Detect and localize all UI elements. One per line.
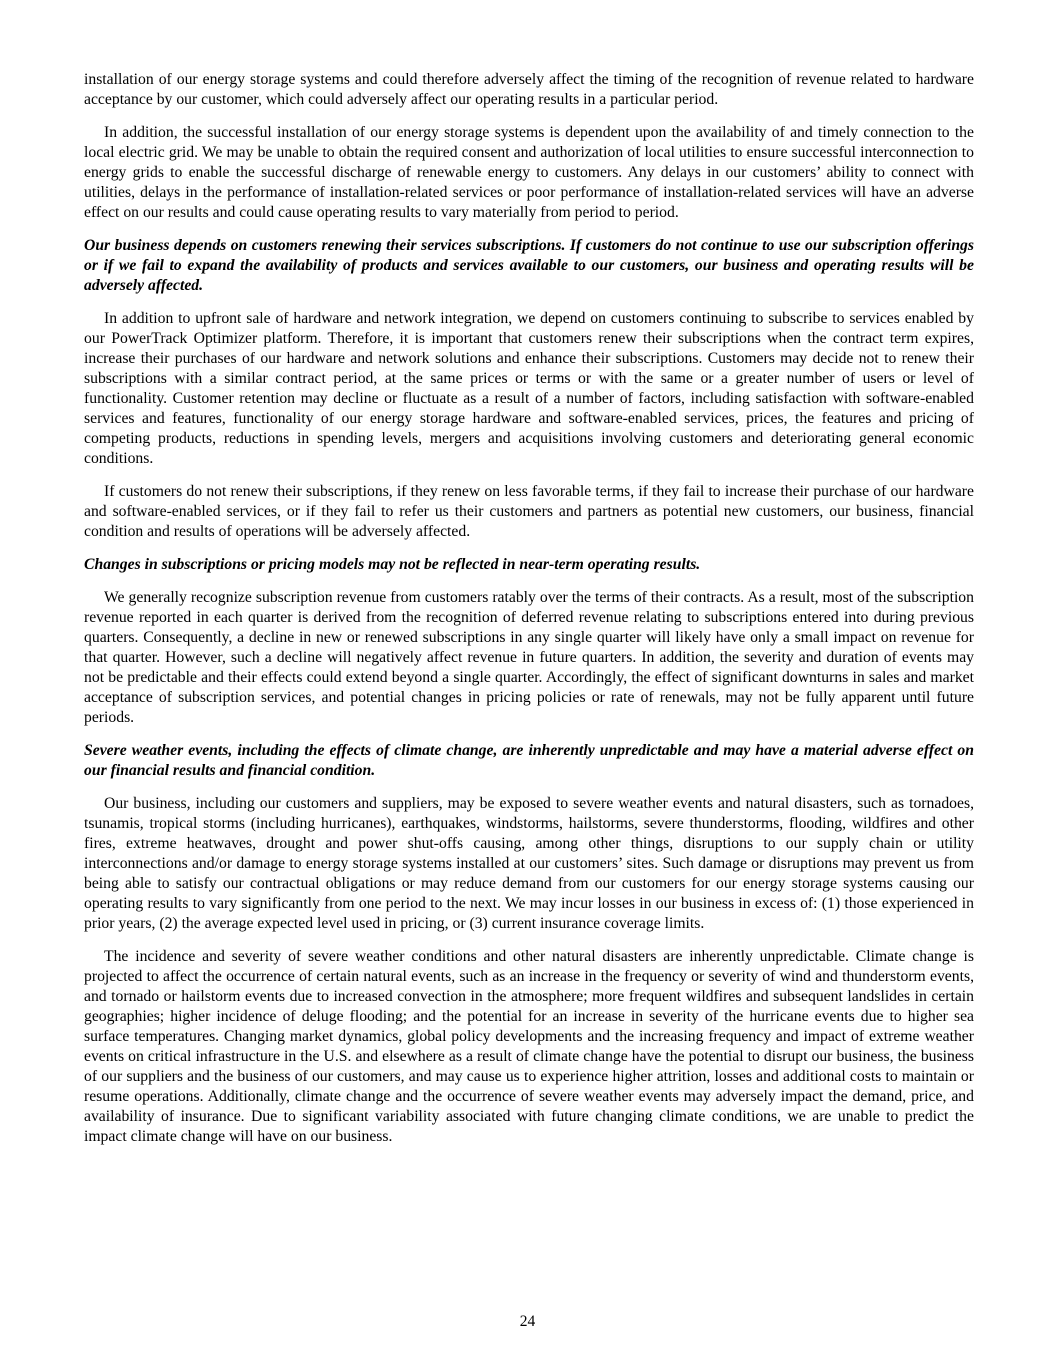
paragraph-weather-exposure: Our business, including our customers and suppliers, may be exposed to severe weather events and natural disasters, such as tornadoes, tsunamis, tropical storms (including hurricanes), earthquakes, windstorms, hailstorms, severe thunderstorms, flooding, wildfires and other fires, extreme heatwaves, drought and power shut-offs causing, among other things, disruptions to our supply chain or utility interconnections and/or damage to energy storage systems installed at our customers’ sites. Such damage or disruptions may prevent us from being able to satisfy our contractual obligations or may reduce demand from our customers for our energy storage systems causing our operating results to vary significantly from one period to the next. We may incur losses in our business in excess of: (1) those experienced in prior years, (2) the average expected level used in pricing, or (3) current insurance coverage limits.: [84, 795, 974, 932]
risk-factor-heading-severe-weather: Severe weather events, including the effects of climate change, are inherently unpredictable and may have a material adverse effect on our financial results and financial condition.: [84, 742, 974, 779]
text-column: [84, 70, 974, 1160]
paragraph-continuation: installation of our energy storage systems and could therefore adversely affect the timing of the recognition of revenue related to hardware acceptance by our customer, which could adversely affect our operating results in a particular period.: [84, 71, 974, 108]
paragraph-installation-grid: In addition, the successful installation of our energy storage systems is dependent upon the availability of and timely connection to the local electric grid. We may be unable to obtain the required consent and authorization of local utilities to ensure successful interconnection to energy grids to enable the successful discharge of renewable energy to customers. Any delays in our customers’ ability to connect with utilities, delays in the performance of installation-related services or poor performance of installation-related services will have an adverse effect on our results and could cause operating results to vary materially from period to period.: [84, 124, 974, 221]
paragraph-subscription-revenue-recognition: We generally recognize subscription revenue from customers ratably over the terms of their contracts. As a result, most of the subscription revenue reported in each quarter is derived from the recognition of deferred revenue relating to subscriptions entered into during previous quarters. Consequently, a decline in new or renewed subscriptions in any single quarter will likely have only a small impact on revenue for that quarter. However, such a decline will negatively affect revenue in future quarters. In addition, the severity and duration of events may not be predictable and their effects could extend beyond a single quarter. Accordingly, the effect of significant downturns in sales and market acceptance of subscription services, and potential changes in pricing policies or rate of renewals, may not be fully apparent until future periods.: [84, 589, 974, 726]
paragraph-climate-change-impact: The incidence and severity of severe weather conditions and other natural disasters are inherently unpredictable. Climate change is projected to affect the occurrence of certain natural events, such as an increase in the frequency or severity of wind and thunderstorm events, and tornado or hailstorm events due to increased convection in the atmosphere; more frequent wildfires and subsequent landslides in certain geographies; higher incidence of deluge flooding; and the potential for an increase in severity of the hurricane events due to higher sea surface temperatures. Changing market dynamics, global policy developments and the increasing frequency and impact of extreme weather events on critical infrastructure in the U.S. and elsewhere as a result of climate change have the potential to disrupt our business, the business of our suppliers and the business of our customers, and may cause us to experience higher attrition, losses and additional costs to maintain or resume operations. Additionally, climate change and the occurrence of severe weather events may adversely impact the demand, price, and availability of insurance. Due to significant variability associated with future changing climate conditions, we are unable to predict the impact climate change will have on our business.: [84, 948, 974, 1145]
risk-factor-heading-subscriptions-renewal: Our business depends on customers renewing their services subscriptions. If customers do not continue to use our subscription offerings or if we fail to expand the availability of products and services available to our customers, our business and operating results will be adversely affected.: [84, 237, 974, 294]
paragraph-non-renewal-consequences: If customers do not renew their subscriptions, if they renew on less favorable terms, if they fail to increase their purchase of our hardware and software-enabled services, or if they fail to refer us their customers and partners as potential new customers, our business, financial condition and results of operations will be adversely affected.: [84, 483, 974, 540]
risk-factor-heading-pricing-models: Changes in subscriptions or pricing models may not be reflected in near-term operating results.: [84, 556, 701, 573]
paragraph-subscription-renewal: In addition to upfront sale of hardware and network integration, we depend on customers continuing to subscribe to services enabled by our PowerTrack Optimizer platform. Therefore, it is important that customers renew their subscriptions when the contract term expires, increase their purchases of our hardware and network solutions and enhance their subscriptions. Customers may decide not to renew their subscriptions with a similar contract period, at the same prices or terms or with the same or a greater number of users or level of functionality. Customer retention may decline or fluctuate as a result of a number of factors, including satisfaction with software-enabled services and features, functionality of our energy storage hardware and software-enabled services, prices, the features and pricing of competing products, reductions in spending levels, mergers and acquisitions involving customers and deteriorating general economic conditions.: [84, 310, 974, 467]
page-number: 24: [519, 1313, 536, 1330]
page-footer: [0, 1312, 1055, 1332]
